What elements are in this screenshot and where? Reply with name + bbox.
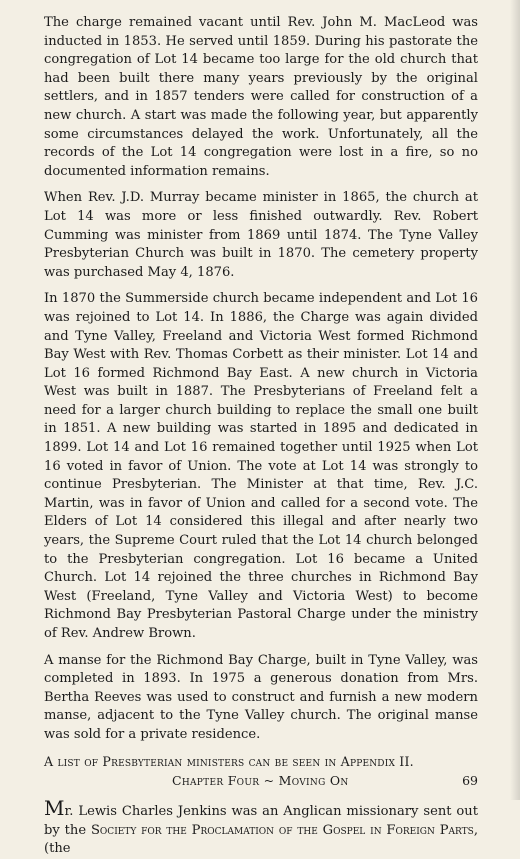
paragraph-manse: A manse for the Richmond Bay Charge, built in Tyne Valley, was completed in 1893. In 1975 a generous donation from Mrs. Bertha Reeves was used to construct and furnish a new modern manse, adjacent to the Tyne Valley church. The original manse was sold for a private residence. bbox=[44, 652, 478, 742]
appendix-note: A list of Presbyterian ministers can be seen in Appendix II. bbox=[44, 753, 414, 769]
paragraph-murray: When Rev. J.D. Murray became minister in 1865, the church at Lot 14 was more or less finished outwardly. Rev. Robert Cumming was minister from 1869 until 1874. The Tyne Valley Presbyterian Church was built in 1870. The cemetery property was purchased May 4, 1876. bbox=[44, 190, 478, 280]
paragraph-macleod: The charge remained vacant until Rev. John M. MacLeod was inducted in 1853. He served until 1859. During his pastorate the congregation of Lot 14 became too large for the old church that had been built there many years previously by the original settlers, and in 1857 tenders were called for construction of a new church. A start was made the following year, but apparently some circumstances delayed the work. Unfortunately, all the records of the Lot 14 congregation were lost in a fire, so no documented information remains. bbox=[44, 15, 478, 179]
page-edge-shadow bbox=[510, 0, 520, 800]
paragraph-jenkins bbox=[44, 796, 478, 859]
jenkins-text-end: , (the bbox=[44, 822, 478, 857]
drop-cap: M bbox=[44, 796, 65, 821]
society-name: Society for the Proclamation of the Gospel in Foreign Parts bbox=[90, 822, 474, 838]
page-number: 69 bbox=[462, 773, 478, 788]
chapter-title: Chapter Four ~ Moving On bbox=[172, 773, 349, 788]
page-footer bbox=[44, 773, 478, 788]
paragraph-summerside: In 1870 the Summerside church became independent and Lot 16 was rejoined to Lot 14. In 1886, the Charge was again divided and Tyne Valley, Freeland and Victoria West formed Richmond Bay West with Rev. Thomas Corbett as their minister. Lot 14 and Lot 16 formed Richmond Bay East. A new church in Victoria West was built in 1887. The Presbyterians of Freeland felt a need for a larger church building to replace the small one built in 1851. A new building was started in 1895 and dedicated in 1899. Lot 14 and Lot 16 remained together until 1925 when Lot 16 voted in favor of Union. The vote at Lot 14 was strongly to continue Presbyterian. The Minister at that time, Rev. J.C. Martin, was in favor of Union and called for a second vote. The Elders of Lot 14 considered this illegal and after nearly two years, the Supreme Court ruled that the Lot 14 church belonged to the Presbyterian congregation. Lot 16 became a United Church. Lot 14 rejoined the three churches in Richmond Bay West (Freeland, Tyne Valley and Victoria West) to become Richmond Bay Presbyterian Pastoral Charge under the ministry of Rev. Andrew Brown. bbox=[44, 291, 478, 641]
jenkins-text-start: r. Lewis Charles Jenkins was an Anglican missionary sent out by the bbox=[44, 804, 478, 838]
